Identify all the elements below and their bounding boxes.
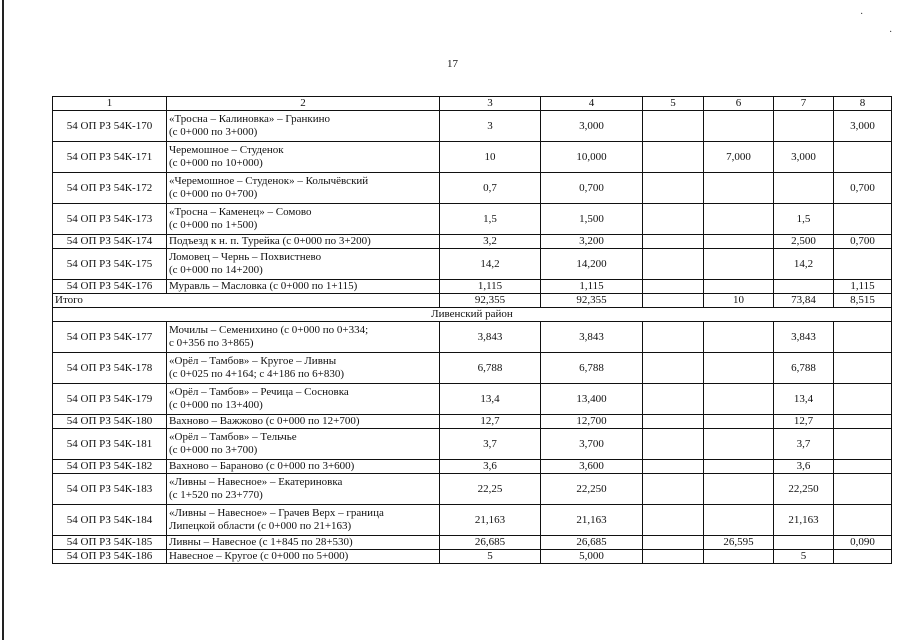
road-name-line: (с 1+520 по 23+770) — [169, 489, 263, 501]
road-name-line: с 0+356 по 3+865) — [169, 337, 254, 349]
road-name-line: «Ливны – Навесное» – Грачев Верх – граница — [169, 507, 384, 519]
road-code-cell: 54 ОП РЗ 54К-183 — [53, 474, 167, 505]
header-cell: 7 — [774, 97, 834, 111]
value-cell-c4: 1,115 — [541, 280, 643, 294]
road-name-cell — [167, 429, 440, 460]
section-title: Ливенский район — [53, 308, 892, 322]
total-value-c6: 10 — [704, 294, 774, 308]
header-cell: 6 — [704, 97, 774, 111]
road-code-cell: 54 ОП РЗ 54К-184 — [53, 505, 167, 536]
table-row — [53, 460, 892, 474]
table-row — [53, 235, 892, 249]
value-cell-c3: 1,115 — [440, 280, 541, 294]
scan-speck-mark: · — [860, 9, 864, 20]
value-cell-c4: 3,700 — [541, 429, 643, 460]
value-cell-c3: 26,685 — [440, 536, 541, 550]
total-row — [53, 294, 892, 308]
road-name-line: Черемошное – Студенок — [169, 144, 284, 156]
value-cell-c3: 1,5 — [440, 204, 541, 235]
header-cell: 4 — [541, 97, 643, 111]
value-cell-c4: 12,700 — [541, 415, 643, 429]
value-cell-c5 — [643, 460, 704, 474]
page-number: 17 — [447, 58, 458, 70]
value-cell-c4: 3,000 — [541, 111, 643, 142]
value-cell-c3: 21,163 — [440, 505, 541, 536]
road-name-cell — [167, 249, 440, 280]
road-name-line: Мочилы – Семенихино (с 0+000 по 0+334; — [169, 324, 369, 336]
value-cell-c3: 3,6 — [440, 460, 541, 474]
road-code-cell: 54 ОП РЗ 54К-180 — [53, 415, 167, 429]
value-cell-c5 — [643, 111, 704, 142]
value-cell-c3: 3,7 — [440, 429, 541, 460]
road-name-line: (с 0+000 по 1+500) — [169, 219, 258, 231]
value-cell-c3: 12,7 — [440, 415, 541, 429]
value-cell-c5 — [643, 249, 704, 280]
value-cell-c4: 6,788 — [541, 353, 643, 384]
value-cell-c6: 7,000 — [704, 142, 774, 173]
road-name-line: Вахново – Важжово (с 0+000 по 12+700) — [169, 415, 360, 427]
value-cell-c7: 6,788 — [774, 353, 834, 384]
road-name-line: Ливны – Навесное (с 1+845 по 28+530) — [169, 536, 353, 548]
road-name-cell — [167, 204, 440, 235]
value-cell-c4: 3,843 — [541, 322, 643, 353]
value-cell-c7: 3,7 — [774, 429, 834, 460]
road-name-cell — [167, 550, 440, 564]
value-cell-c3: 3,843 — [440, 322, 541, 353]
road-name-line: (с 0+000 по 3+700) — [169, 444, 258, 456]
total-value-c3: 92,355 — [440, 294, 541, 308]
value-cell-c8 — [834, 415, 892, 429]
road-code-cell: 54 ОП РЗ 54К-173 — [53, 204, 167, 235]
value-cell-c3: 5 — [440, 550, 541, 564]
value-cell-c5 — [643, 173, 704, 204]
value-cell-c5 — [643, 322, 704, 353]
value-cell-c5 — [643, 353, 704, 384]
value-cell-c6 — [704, 550, 774, 564]
value-cell-c6 — [704, 235, 774, 249]
value-cell-c7 — [774, 280, 834, 294]
road-code-cell: 54 ОП РЗ 54К-177 — [53, 322, 167, 353]
value-cell-c7: 14,2 — [774, 249, 834, 280]
road-code-cell: 54 ОП РЗ 54К-182 — [53, 460, 167, 474]
value-cell-c4: 0,700 — [541, 173, 643, 204]
value-cell-c6 — [704, 249, 774, 280]
value-cell-c8: 3,000 — [834, 111, 892, 142]
road-name-cell — [167, 384, 440, 415]
road-code-cell: 54 ОП РЗ 54К-170 — [53, 111, 167, 142]
value-cell-c5 — [643, 474, 704, 505]
value-cell-c6 — [704, 460, 774, 474]
value-cell-c7: 13,4 — [774, 384, 834, 415]
road-name-cell — [167, 142, 440, 173]
value-cell-c4: 26,685 — [541, 536, 643, 550]
value-cell-c3: 3,2 — [440, 235, 541, 249]
value-cell-c7: 12,7 — [774, 415, 834, 429]
road-name-cell — [167, 415, 440, 429]
road-name-line: (с 0+000 по 3+000) — [169, 126, 258, 138]
road-code-cell: 54 ОП РЗ 54К-181 — [53, 429, 167, 460]
value-cell-c4: 22,250 — [541, 474, 643, 505]
table-row — [53, 505, 892, 536]
value-cell-c7 — [774, 173, 834, 204]
value-cell-c6 — [704, 353, 774, 384]
scan-speck-mark: · — [889, 27, 893, 38]
value-cell-c6 — [704, 204, 774, 235]
header-cell: 5 — [643, 97, 704, 111]
value-cell-c7 — [774, 111, 834, 142]
table-row — [53, 384, 892, 415]
value-cell-c6 — [704, 280, 774, 294]
value-cell-c5 — [643, 142, 704, 173]
table-row — [53, 415, 892, 429]
road-code-cell: 54 ОП РЗ 54К-178 — [53, 353, 167, 384]
road-name-line: «Тросна – Каменец» – Сомово — [169, 206, 312, 218]
value-cell-c7: 21,163 — [774, 505, 834, 536]
road-name-cell — [167, 353, 440, 384]
table-row — [53, 111, 892, 142]
value-cell-c4: 3,200 — [541, 235, 643, 249]
value-cell-c5 — [643, 204, 704, 235]
road-name-line: Подъезд к н. п. Турейка (с 0+000 по 3+200) — [169, 235, 371, 247]
value-cell-c5 — [643, 505, 704, 536]
road-name-cell — [167, 505, 440, 536]
road-code-cell: 54 ОП РЗ 54К-185 — [53, 536, 167, 550]
header-cell: 1 — [53, 97, 167, 111]
table-row — [53, 204, 892, 235]
value-cell-c4: 10,000 — [541, 142, 643, 173]
value-cell-c7: 2,500 — [774, 235, 834, 249]
road-name-cell — [167, 536, 440, 550]
road-name-line: Муравль – Масловка (с 0+000 по 1+115) — [169, 280, 358, 292]
header-row — [53, 97, 892, 111]
table-row — [53, 429, 892, 460]
value-cell-c5 — [643, 536, 704, 550]
roads-table — [52, 96, 892, 564]
left-scan-edge — [2, 0, 4, 640]
road-name-cell — [167, 111, 440, 142]
table-row — [53, 353, 892, 384]
section-row — [53, 308, 892, 322]
value-cell-c3: 14,2 — [440, 249, 541, 280]
road-code-cell: 54 ОП РЗ 54К-172 — [53, 173, 167, 204]
road-name-cell — [167, 460, 440, 474]
road-name-cell — [167, 474, 440, 505]
value-cell-c8 — [834, 460, 892, 474]
value-cell-c8 — [834, 204, 892, 235]
value-cell-c8 — [834, 353, 892, 384]
value-cell-c5 — [643, 415, 704, 429]
value-cell-c6 — [704, 429, 774, 460]
value-cell-c8: 1,115 — [834, 280, 892, 294]
road-name-line: «Ливны – Навесное» – Екатериновка — [169, 476, 343, 488]
value-cell-c7: 5 — [774, 550, 834, 564]
value-cell-c6 — [704, 322, 774, 353]
value-cell-c7: 22,250 — [774, 474, 834, 505]
table-row — [53, 280, 892, 294]
value-cell-c5 — [643, 384, 704, 415]
value-cell-c6 — [704, 111, 774, 142]
value-cell-c7: 3,6 — [774, 460, 834, 474]
value-cell-c6 — [704, 505, 774, 536]
table-body — [53, 97, 892, 564]
road-code-cell: 54 ОП РЗ 54К-186 — [53, 550, 167, 564]
value-cell-c3: 10 — [440, 142, 541, 173]
value-cell-c7: 3,843 — [774, 322, 834, 353]
road-name-cell — [167, 235, 440, 249]
road-code-cell: 54 ОП РЗ 54К-179 — [53, 384, 167, 415]
road-code-cell: 54 ОП РЗ 54К-176 — [53, 280, 167, 294]
value-cell-c8 — [834, 249, 892, 280]
road-code-cell: 54 ОП РЗ 54К-175 — [53, 249, 167, 280]
value-cell-c3: 3 — [440, 111, 541, 142]
value-cell-c6 — [704, 384, 774, 415]
total-value-c4: 92,355 — [541, 294, 643, 308]
table-row — [53, 322, 892, 353]
road-name-line: «Орёл – Тамбов» – Тельчье — [169, 431, 297, 443]
value-cell-c3: 6,788 — [440, 353, 541, 384]
value-cell-c3: 13,4 — [440, 384, 541, 415]
road-name-line: Ломовец – Чернь – Похвистнево — [169, 251, 322, 263]
value-cell-c5 — [643, 280, 704, 294]
value-cell-c4: 14,200 — [541, 249, 643, 280]
table-row — [53, 550, 892, 564]
value-cell-c5 — [643, 235, 704, 249]
value-cell-c4: 21,163 — [541, 505, 643, 536]
total-value-c8: 8,515 — [834, 294, 892, 308]
table-row — [53, 249, 892, 280]
value-cell-c4: 5,000 — [541, 550, 643, 564]
table-row — [53, 142, 892, 173]
road-name-line: (с 0+000 по 13+400) — [169, 399, 263, 411]
value-cell-c8 — [834, 384, 892, 415]
road-name-line: Вахново – Бараново (с 0+000 по 3+600) — [169, 460, 355, 472]
value-cell-c8: 0,700 — [834, 173, 892, 204]
table-row — [53, 173, 892, 204]
road-name-cell — [167, 280, 440, 294]
road-name-cell — [167, 173, 440, 204]
road-name-line: «Черемошное – Студенок» – Колычёвский — [169, 175, 369, 187]
value-cell-c8 — [834, 550, 892, 564]
road-name-line: (с 0+000 по 10+000) — [169, 157, 263, 169]
road-name-line: Липецкой области (с 0+000 по 21+163) — [169, 520, 352, 532]
value-cell-c7: 1,5 — [774, 204, 834, 235]
header-cell: 3 — [440, 97, 541, 111]
value-cell-c6 — [704, 474, 774, 505]
table-row — [53, 474, 892, 505]
value-cell-c8 — [834, 142, 892, 173]
value-cell-c6 — [704, 415, 774, 429]
road-name-line: (с 0+025 по 4+164; с 4+186 по 6+830) — [169, 368, 344, 380]
header-cell: 8 — [834, 97, 892, 111]
road-name-line: (с 0+000 по 0+700) — [169, 188, 258, 200]
road-code-cell: 54 ОП РЗ 54К-171 — [53, 142, 167, 173]
road-code-cell: 54 ОП РЗ 54К-174 — [53, 235, 167, 249]
total-value-c5 — [643, 294, 704, 308]
value-cell-c4: 1,500 — [541, 204, 643, 235]
value-cell-c5 — [643, 550, 704, 564]
road-name-line: «Орёл – Тамбов» – Кругое – Ливны — [169, 355, 337, 367]
value-cell-c8 — [834, 474, 892, 505]
value-cell-c6 — [704, 173, 774, 204]
road-name-line: «Тросна – Калиновка» – Гранкино — [169, 113, 330, 125]
value-cell-c7 — [774, 536, 834, 550]
value-cell-c8: 0,700 — [834, 235, 892, 249]
value-cell-c4: 3,600 — [541, 460, 643, 474]
value-cell-c8 — [834, 429, 892, 460]
value-cell-c7: 3,000 — [774, 142, 834, 173]
value-cell-c8 — [834, 322, 892, 353]
value-cell-c3: 22,25 — [440, 474, 541, 505]
road-name-line: Навесное – Кругое (с 0+000 по 5+000) — [169, 550, 349, 562]
road-name-line: (с 0+000 по 14+200) — [169, 264, 263, 276]
value-cell-c6: 26,595 — [704, 536, 774, 550]
road-name-line: «Орёл – Тамбов» – Речица – Сосновка — [169, 386, 349, 398]
value-cell-c5 — [643, 429, 704, 460]
value-cell-c4: 13,400 — [541, 384, 643, 415]
value-cell-c8: 0,090 — [834, 536, 892, 550]
header-cell: 2 — [167, 97, 440, 111]
total-label: Итого — [53, 294, 440, 308]
road-name-cell — [167, 322, 440, 353]
value-cell-c8 — [834, 505, 892, 536]
total-value-c7: 73,84 — [774, 294, 834, 308]
table-row — [53, 536, 892, 550]
value-cell-c3: 0,7 — [440, 173, 541, 204]
